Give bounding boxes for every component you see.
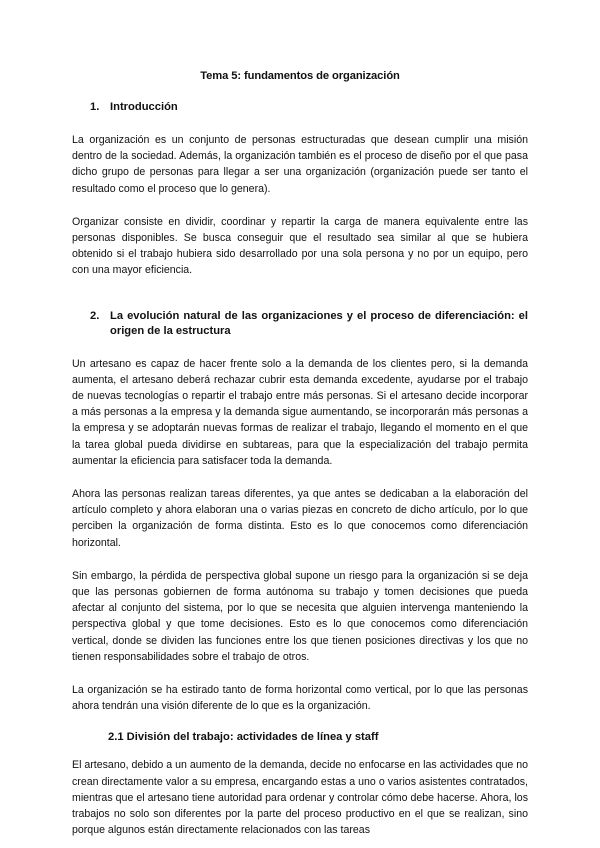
section-number: 1. <box>90 101 100 113</box>
section-title: La evolución natural de las organizaciones y el proceso de diferenciación: el origen de la estructura <box>110 309 528 337</box>
subsection-heading: 2.1 División del trabajo: actividades de línea y staff <box>108 731 379 744</box>
paragraph: Organizar consiste en dividir, coordinar y repartir la carga de manera equivalente entre las personas disponibles. Se busca conseguir que el resultado sea similar al que se hubiera obtenido si el trabajo hubiera sido desarrollado por una sola persona y no por un equipo, pero con una mayor eficiencia. <box>72 215 528 277</box>
section-heading-evolucion <box>90 309 528 339</box>
paragraph: El artesano, debido a un aumento de la demanda, decide no enfocarse en las actividades que no crean directamente valor a su empresa, encargando estas a uno o varios asistentes contratados, mientras que el artesano tiene autoridad para ordenar y controlar cómo debe hacerse. Ahora, los trabajos no solo son diferentes por la parte del proceso productivo en el que se realizan, sino porque algunos están directamente relacionados con las tareas <box>72 759 528 837</box>
paragraph: Un artesano es capaz de hacer frente solo a la demanda de los clientes pero, si la demanda aumenta, el artesano deberá rechazar cubrir esta demanda excedente, ayudarse por el trabajo de nuevas tecnologías o repartir el trabajo entre más personas. Si el artesano decide incorporar a más personas a la empresa y la demanda sigue aumentando, se incorporarán más personas a la empresa y se adoptarán nuevas formas de realizar el trabajo, llegando el momento en el que la tarea global pueda dividirse en subtareas, para que la especialización del trabajo permita aumentar la eficiencia para satisfacer toda la demanda. <box>72 357 528 467</box>
paragraph: Ahora las personas realizan tareas diferentes, ya que antes se dedicaban a la elaboración del artículo completo y ahora elaboran una o varias piezas en concreto de dicho artículo, por lo que perciben la organización de forma distinta. Esto es lo que conocemos como diferenciación horizontal. <box>72 488 528 549</box>
section-heading-introduccion <box>90 100 528 115</box>
document-title: Tema 5: fundamentos de organización <box>200 70 400 82</box>
paragraph: Sin embargo, la pérdida de perspectiva global supone un riesgo para la organización si se deja que las personas gobiernen de forma autónoma su trabajo y tomen decisiones que pueda afectar al conjunto del sistema, por lo que se necesita que alguien intervenga manteniendo la perspectiva global y que tome decisiones. Esto es lo que conocemos como diferenciación vertical, donde se dividen las funciones entre los que tienen posiciones directivas y los que no tienen responsabilidades sobre el trabajo de otros. <box>72 569 528 663</box>
paragraph: La organización se ha estirado tanto de forma horizontal como vertical, por lo que las personas ahora tendrán una visión diferente de lo que es la organización. <box>72 684 528 713</box>
section-title: Introducción <box>110 101 178 113</box>
section-number: 2. <box>90 309 100 322</box>
paragraph: La organización es un conjunto de personas estructuradas que desean cumplir una misión dentro de la sociedad. Además, la organización también es el proceso de diseño por el que pasa dicho grupo de personas para llegar a ser una organización (organización puede ser tanto el resultado como el proceso que lo genera). <box>72 134 528 195</box>
